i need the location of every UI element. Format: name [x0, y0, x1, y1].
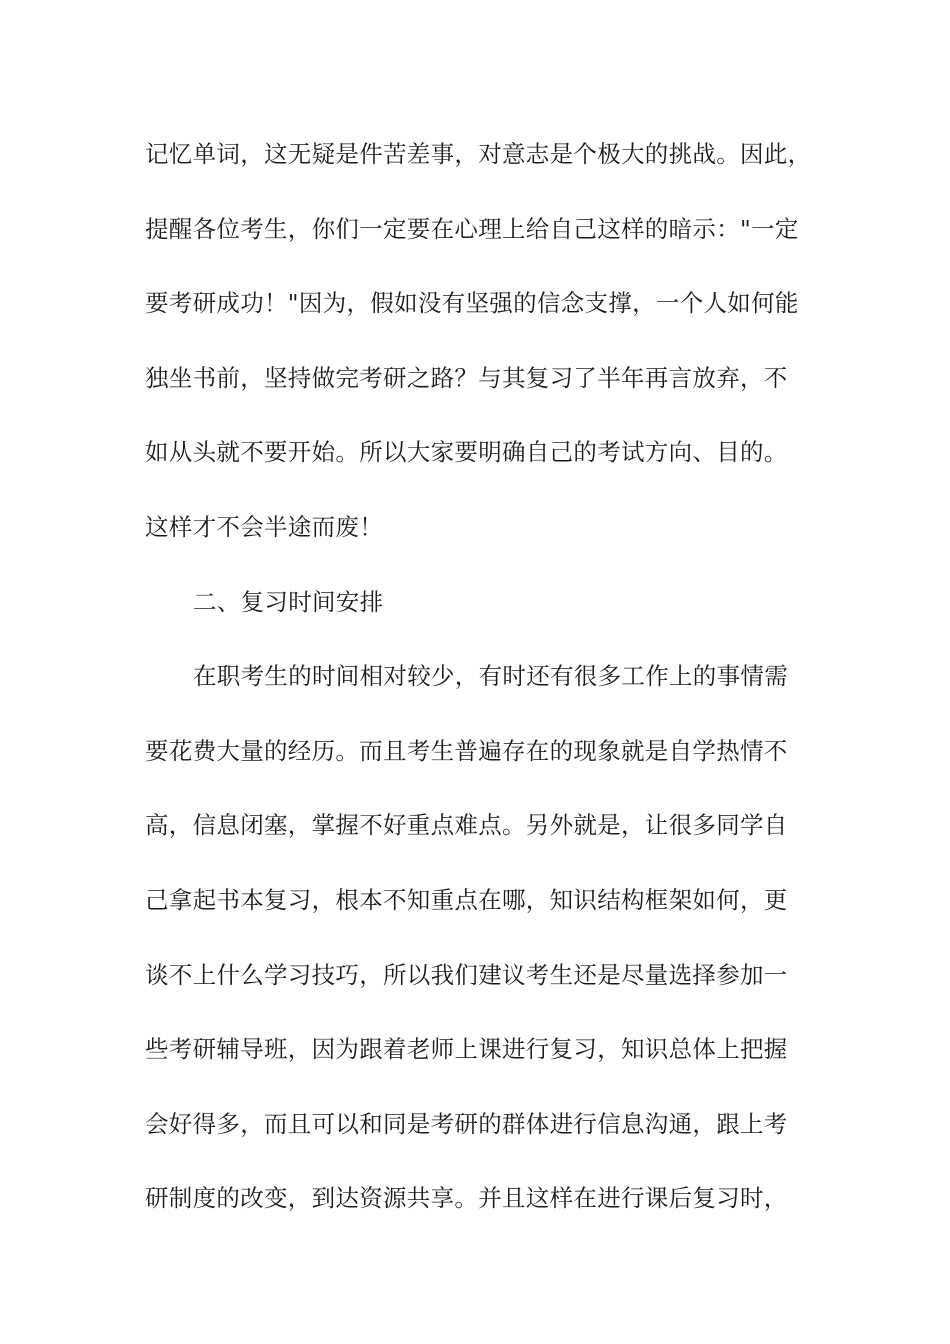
text-line: 在职考生的时间相对较少，有时还有很多工作上的事情需 [193, 662, 788, 691]
text-line: 记忆单词，这无疑是件苦差事，对意志是个极大的挑战。因此， [145, 140, 812, 168]
document-body [145, 128, 815, 1247]
text-line: 研制度的改变，到达资源共享。并且这样在进行课后复习时， [145, 1184, 788, 1213]
text-line: 要花费大量的经历。而且考生普遍存在的现象就是自学热情不 [145, 736, 788, 765]
text-line: 独坐书前，坚持做完考研之路？与其复习了半年再言放弃，不 [145, 363, 788, 392]
text-line: 会好得多，而且可以和同是考研的群体进行信息沟通，跟上考 [145, 1109, 788, 1138]
section-heading: 二、复习时间安排 [193, 587, 384, 616]
text-line: 提醒各位考生，你们一定要在心理上给自己这样的暗示："一定 [145, 214, 799, 243]
text-line: 谈不上什么学习技巧，所以我们建议考生还是尽量选择参加一 [145, 960, 788, 989]
text-line: 些考研辅导班，因为跟着老师上课进行复习，知识总体上把握 [145, 1035, 788, 1064]
text-line: 高，信息闭塞，掌握不好重点难点。另外就是，让很多同学自 [145, 811, 788, 840]
text-line: 己拿起书本复习，根本不知重点在哪，知识结构框架如何，更 [145, 885, 788, 914]
text-line: 要考研成功！"因为，假如没有坚强的信念支撑，一个人如何能 [145, 289, 799, 318]
text-line: 这样才不会半途而废！ [145, 512, 383, 541]
text-line: 如从头就不要开始。所以大家要明确自己的考试方向、目的。 [145, 438, 788, 467]
